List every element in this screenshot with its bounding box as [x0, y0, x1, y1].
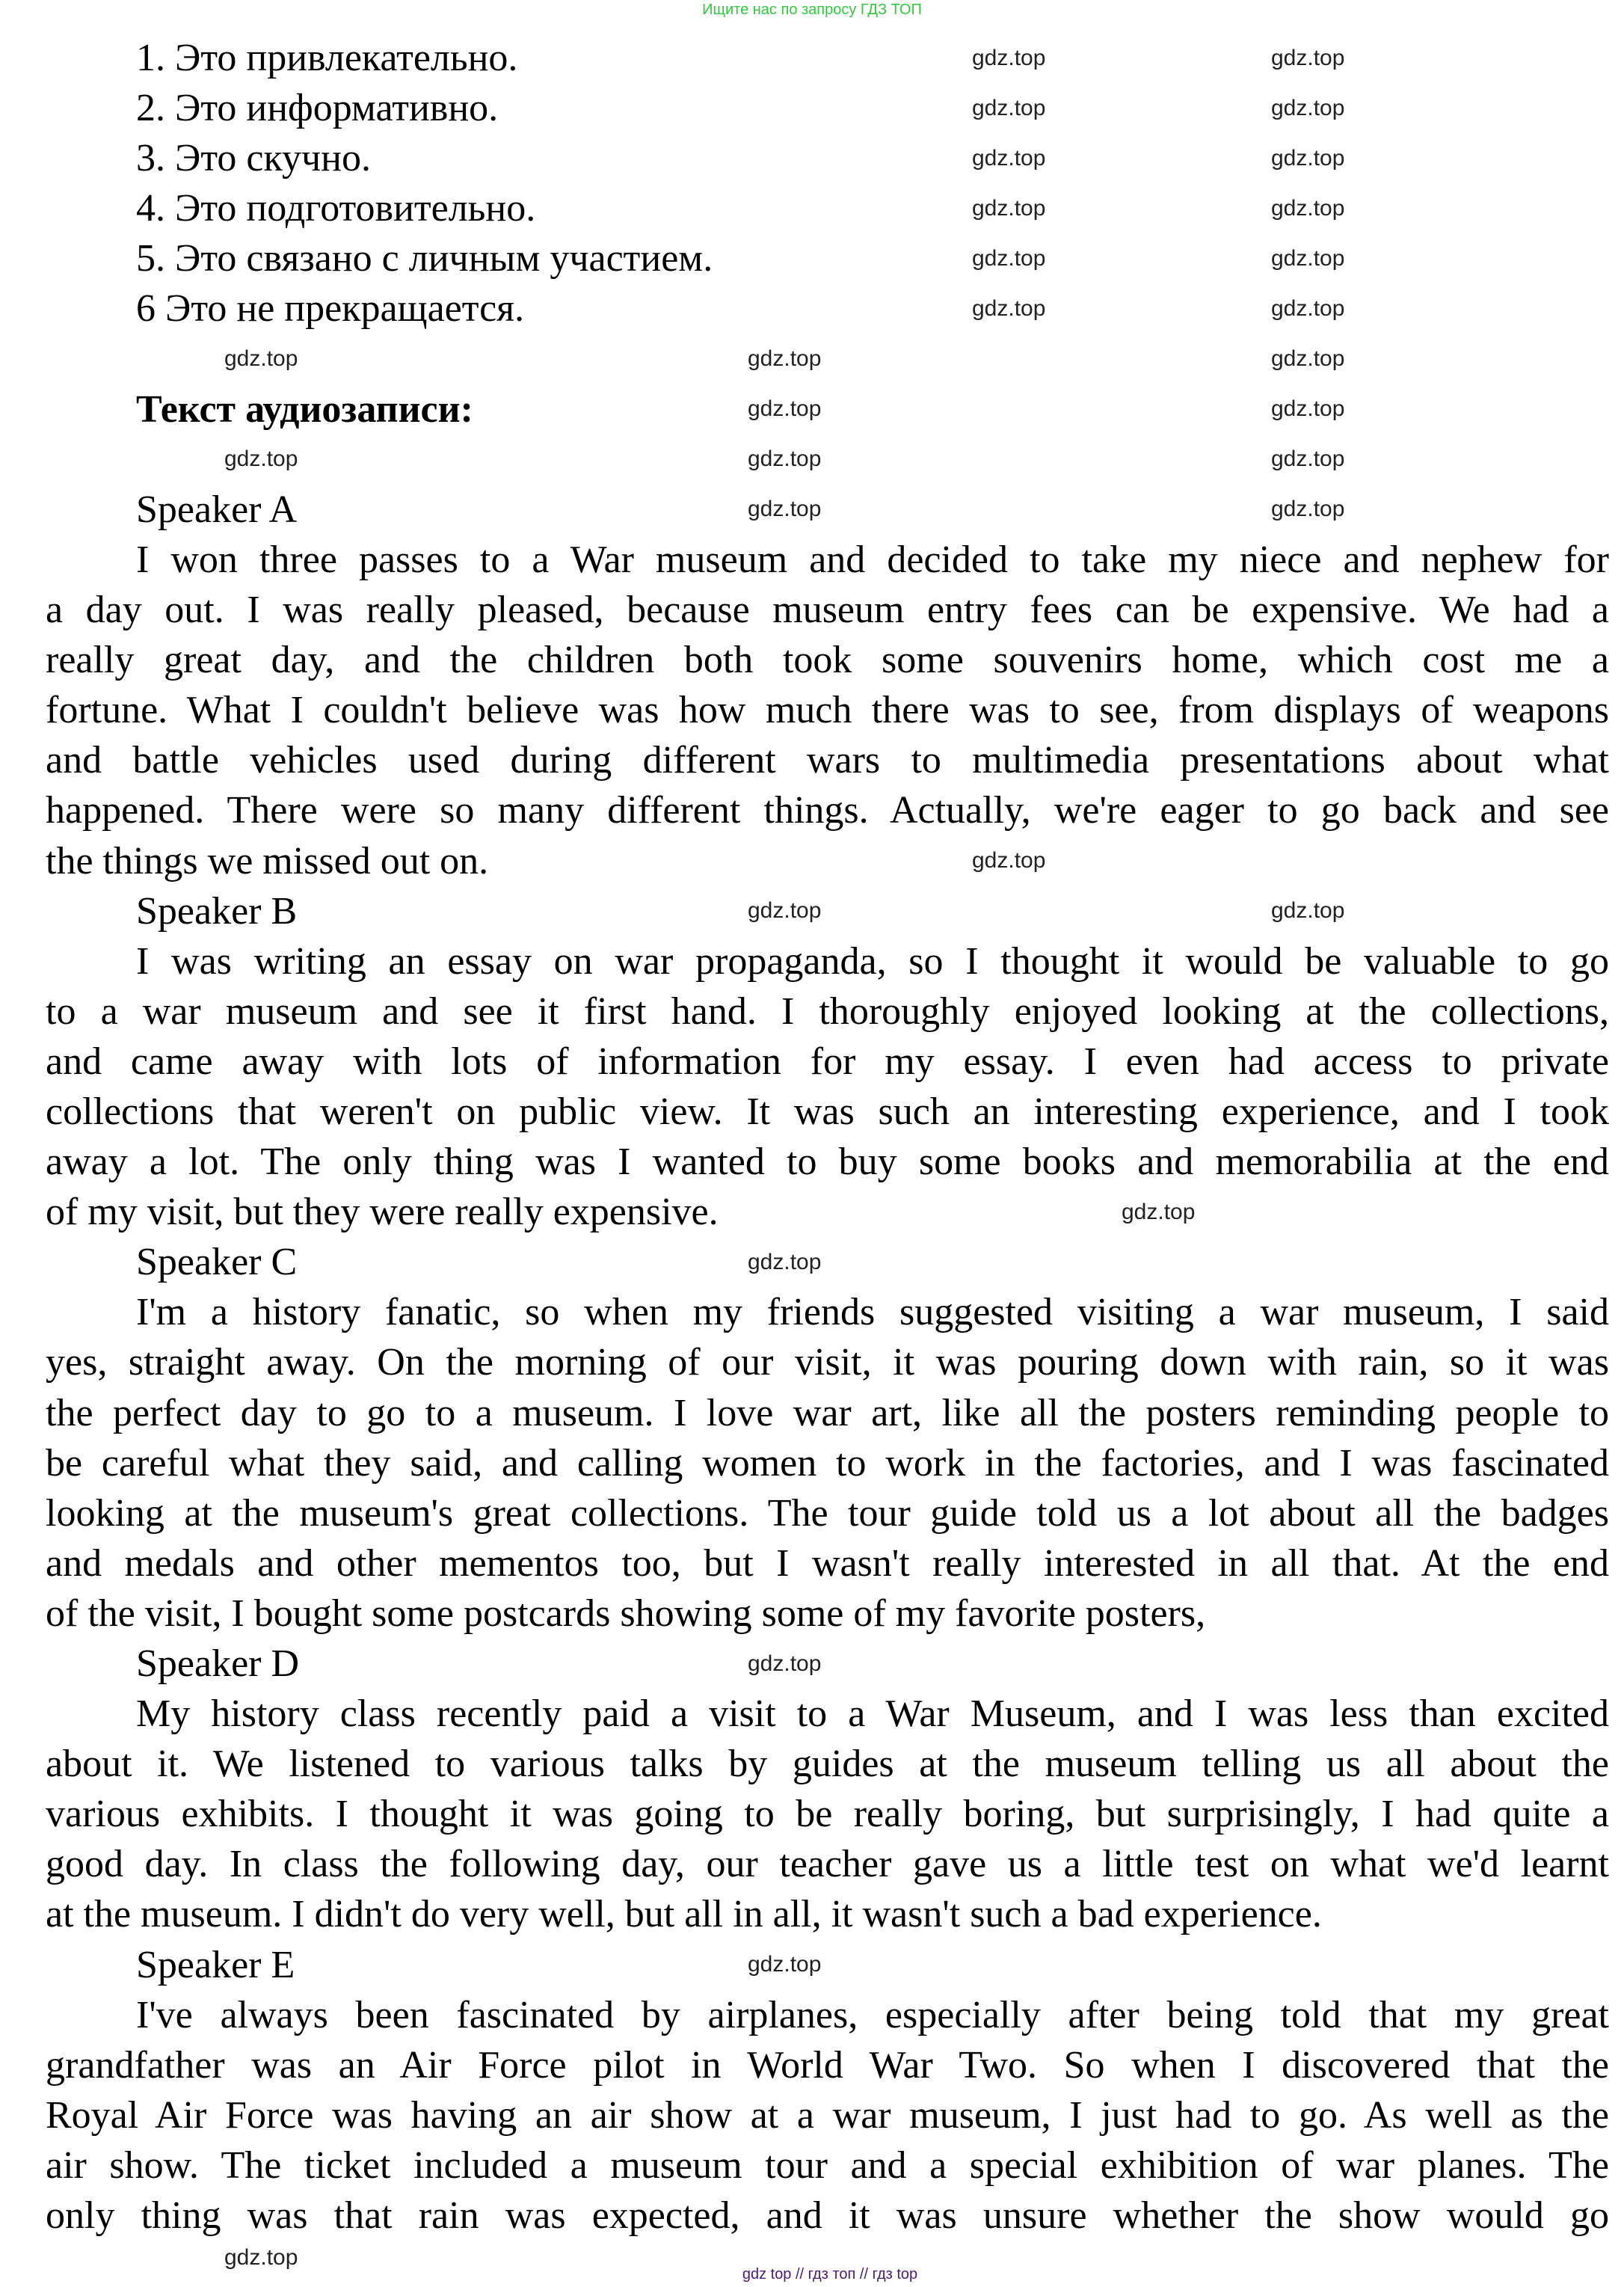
transcript-line: I was writing an essay on war propaganda, so I thought it would be valuable to go: [136, 939, 1609, 983]
speaker-label: Speaker D: [136, 1642, 300, 1685]
transcript-line: the perfect day to go to a museum. I love war art, like all the posters reminding people to: [46, 1391, 1609, 1434]
transcript-line: I've always been fascinated by airplanes, especially after being told that my great: [136, 1993, 1609, 2036]
watermark-text: gdz.top: [972, 195, 1046, 221]
transcript-line: fortune. What I couldn't believe was how much there was to see, from displays of weapons: [46, 689, 1609, 732]
transcript-line: of my visit, but they were really expensive.: [46, 1191, 719, 1234]
transcript-line: various exhibits. I thought it was going to be really boring, but surprisingly, I had quite a: [46, 1793, 1609, 1836]
option-item: 6 Это не прекращается.: [136, 287, 525, 331]
watermark-text: gdz.top: [1271, 898, 1345, 924]
watermark-text: gdz.top: [224, 346, 298, 372]
transcript-line: only thing was that rain was expected, and it was unsure whether the show would go: [46, 2194, 1609, 2238]
speaker-label: Speaker B: [136, 889, 298, 933]
watermark-text: gdz.top: [748, 446, 822, 472]
transcript-line: collections that weren't on public view. It was such an interesting experience, and I took: [46, 1090, 1609, 1133]
watermark-text: gdz.top: [748, 396, 822, 422]
transcript-line: happened. There were so many different things. Actually, we're eager to go back and see: [46, 789, 1609, 832]
watermark-text: gdz.top: [1122, 1199, 1196, 1224]
watermark-text: gdz.top: [1271, 346, 1345, 372]
option-item: 5. Это связано с личным участием.: [136, 237, 713, 280]
watermark-text: gdz.top: [1271, 45, 1345, 70]
watermark-text: gdz.top: [748, 1952, 822, 1977]
watermark-text: gdz.top: [1271, 245, 1345, 271]
transcript-line: and battle vehicles used during different wars to multimedia presentations about what: [46, 739, 1609, 782]
watermark-text: gdz.top: [1271, 497, 1345, 522]
section-heading: Текст аудиозаписи:: [136, 387, 473, 431]
watermark-text: gdz.top: [748, 1249, 822, 1274]
watermark-text: gdz.top: [224, 2245, 298, 2270]
transcript-line: a day out. I was really pleased, because museum entry fees can be expensive. We had a: [46, 589, 1609, 632]
speaker-label: Speaker C: [136, 1241, 298, 1284]
watermark-text: gdz.top: [1271, 396, 1345, 422]
transcript-line: at the museum. I didn't do very well, but all in all, it wasn't such a bad experience.: [46, 1893, 1322, 1936]
search-banner: Ищите нас по запросу ГДЗ ТОП: [702, 1, 922, 18]
watermark-text: gdz.top: [748, 346, 822, 372]
transcript-line: about it. We listened to various talks by guides at the museum telling us all about the: [46, 1743, 1609, 1786]
transcript-line: looking at the museum's great collections. The tour guide told us a lot about all the badges: [46, 1491, 1609, 1535]
transcript-line: be careful what they said, and calling women to work in the factories, and I was fascinated: [46, 1441, 1609, 1485]
transcript-line: I won three passes to a War museum and decided to take my niece and nephew for: [136, 538, 1609, 581]
option-item: 1. Это привлекательно.: [136, 37, 518, 79]
watermark-text: gdz.top: [972, 45, 1046, 70]
watermark-text: gdz.top: [972, 296, 1046, 321]
transcript-line: Royal Air Force was having an air show at a war museum, I just had to go. As well as the: [46, 2093, 1609, 2137]
watermark-text: gdz.top: [972, 145, 1046, 171]
watermark-text: gdz.top: [1271, 195, 1345, 221]
transcript-line: away a lot. The only thing was I wanted to buy some books and memorabilia at the end: [46, 1141, 1609, 1184]
watermark-text: gdz.top: [224, 446, 298, 472]
watermark-text: gdz.top: [1271, 446, 1345, 472]
transcript-line: yes, straight away. On the morning of our visit, it was pouring down with rain, so it was: [46, 1341, 1609, 1384]
transcript-line: and medals and other mementos too, but I wasn't really interested in all that. At the end: [46, 1541, 1609, 1585]
watermark-text: gdz.top: [1271, 296, 1345, 321]
transcript-line: air show. The ticket included a museum tour and a special exhibition of war planes. The: [46, 2143, 1609, 2187]
option-item: 2. Это информативно.: [136, 87, 499, 130]
transcript-line: of the visit, I bought some postcards showing some of my favorite posters,: [46, 1591, 1206, 1635]
transcript-line: to a war museum and see it first hand. I thoroughly enjoyed looking at the collections,: [46, 989, 1609, 1033]
transcript-line: and came away with lots of information for my essay. I even had access to private: [46, 1040, 1609, 1083]
watermark-text: gdz.top: [972, 95, 1046, 120]
watermark-text: gdz.top: [748, 497, 822, 522]
transcript-line: really great day, and the children both took some souvenirs home, which cost me a: [46, 639, 1609, 682]
transcript-line: My history class recently paid a visit to a War Museum, and I was less than excited: [136, 1692, 1609, 1736]
transcript-line: the things we missed out on.: [46, 839, 489, 882]
option-item: 3. Это скучно.: [136, 137, 371, 180]
transcript-line: grandfather was an Air Force pilot in World War Two. So when I discovered that the: [46, 2043, 1609, 2087]
watermark-text: gdz.top: [1271, 145, 1345, 171]
transcript-line: I'm a history fanatic, so when my friends suggested visiting a war museum, I said: [136, 1291, 1609, 1334]
watermark-text: gdz.top: [972, 848, 1046, 874]
speaker-label: Speaker E: [136, 1943, 295, 1986]
watermark-text: gdz.top: [1271, 95, 1345, 120]
option-item: 4. Это подготовительно.: [136, 187, 536, 230]
transcript-line: good day. In class the following day, our teacher gave us a little test on what we'd learnt: [46, 1843, 1609, 1886]
watermark-text: gdz.top: [748, 1651, 822, 1676]
footer-watermark: gdz top // гдз топ // гдз top: [742, 2266, 918, 2283]
speaker-label: Speaker A: [136, 488, 298, 531]
watermark-text: gdz.top: [748, 898, 822, 924]
watermark-text: gdz.top: [972, 245, 1046, 271]
